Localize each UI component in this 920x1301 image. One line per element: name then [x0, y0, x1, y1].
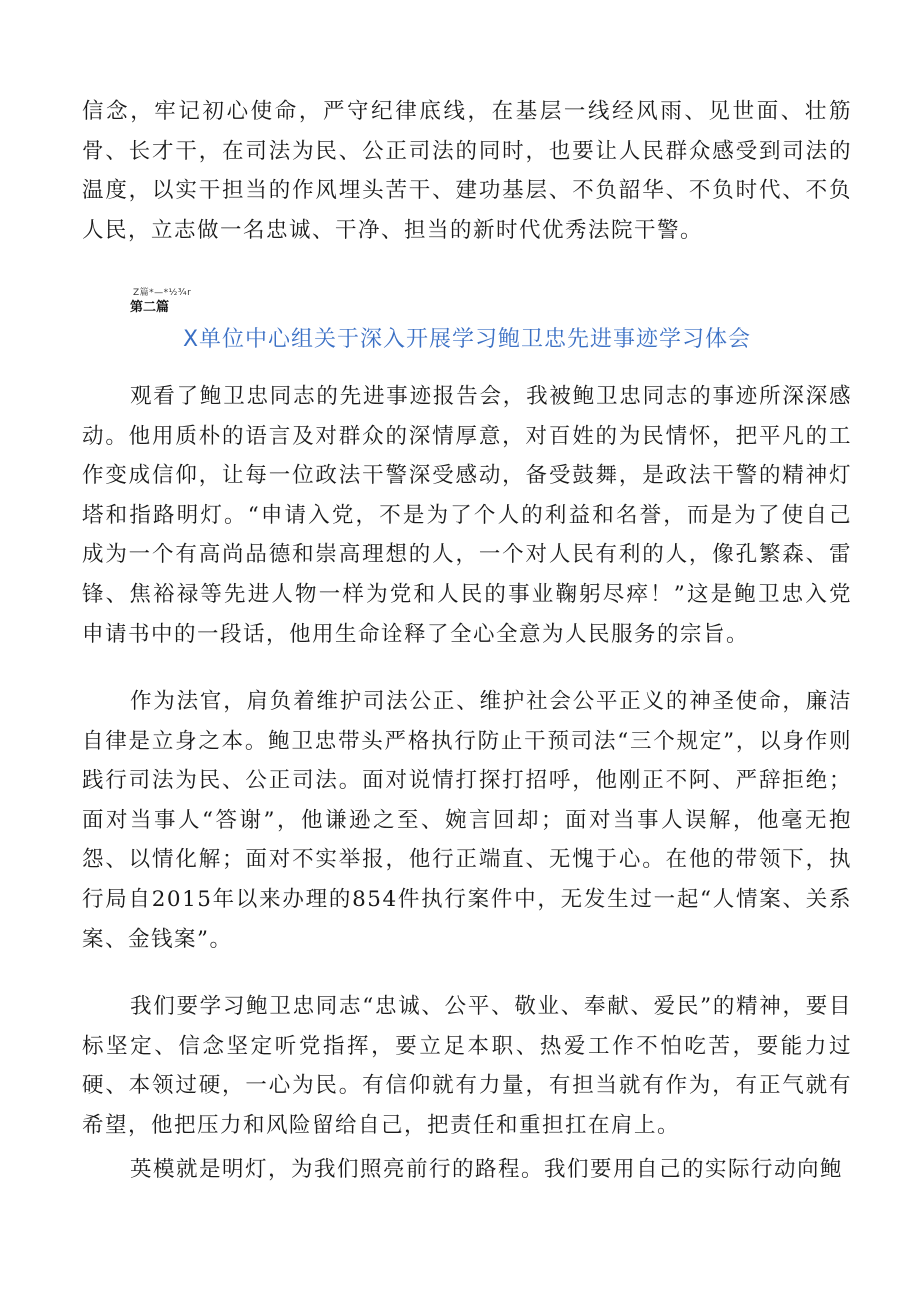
paragraph-4: 英模就是明灯，为我们照亮前行的路程。我们要用自己的实际行动向鲍: [130, 1157, 844, 1182]
paragraph-1: 观看了鲍卫忠同志的先进事迹报告会，我被鲍卫忠同志的事迹所深深感动。他用质朴的语言及对群众的深情厚意，对百姓的为民情怀，把平凡的工作变成信仰，让每一位政法干警深受感动，备受鼓舞，是政法干警的精神灯塔和指路明灯。“申请入党，不是为了个人的利益和名誉，而是为了使自己成为一个有高尚品德和崇高理想的人，一个对人民有利的人，像孔繁森、雷锋、焦裕禄等先进人物一样为党和人民的事业鞠躬尽瘁！”这是鲍卫忠入党申请书中的一段话，他用生命诠释了全心全意为人民服务的宗旨。: [82, 384, 852, 647]
paragraph-continuation: 信念，牢记初心使命，严守纪律底线，在基层一线经风雨、见世面、壮筋骨、长才干，在司法为民、公正司法的同时，也要让人民群众感受到司法的温度，以实干担当的作风埋头苦干、建功基层、不负韶华、不负时代、不负人民，立志做一名忠诚、干净、担当的新时代优秀法院干警。: [82, 99, 852, 243]
section-label: 第二篇: [130, 300, 170, 315]
garbled-artifact-text: Z篇*—*½¾r: [133, 288, 192, 298]
document-title: X单位中心组关于深入开展学习鲍卫忠先进事迹学习体会: [182, 327, 752, 352]
paragraph-2: 作为法官，肩负着维护司法公正、维护社会公平正义的神圣使命，廉洁自律是立身之本。鲍卫忠带头严格执行防止干预司法“三个规定”，以身作则践行司法为民、公正司法。面对说情打探打招呼，他刚正不阿、严辞拒绝；面对当事人“答谢”，他谦逊之至、婉言回却；面对当事人误解，他毫无抱怨、以情化解；面对不实举报，他行正端直、无愧于心。在他的带领下，执行局自2015年以来办理的854件执行案件中，无发生过一起“人情案、关系案、金钱案”。: [82, 689, 852, 952]
paragraph-3: 我们要学习鲍卫忠同志“忠诚、公平、敬业、奉献、爱民”的精神，要目标坚定、信念坚定听党指挥，要立足本职、热爱工作不怕吃苦，要能力过硬、本领过硬，一心为民。有信仰就有力量，有担当就有作为，有正气就有希望，他把压力和风险留给自己，把责任和重担扛在肩上。: [82, 994, 852, 1138]
